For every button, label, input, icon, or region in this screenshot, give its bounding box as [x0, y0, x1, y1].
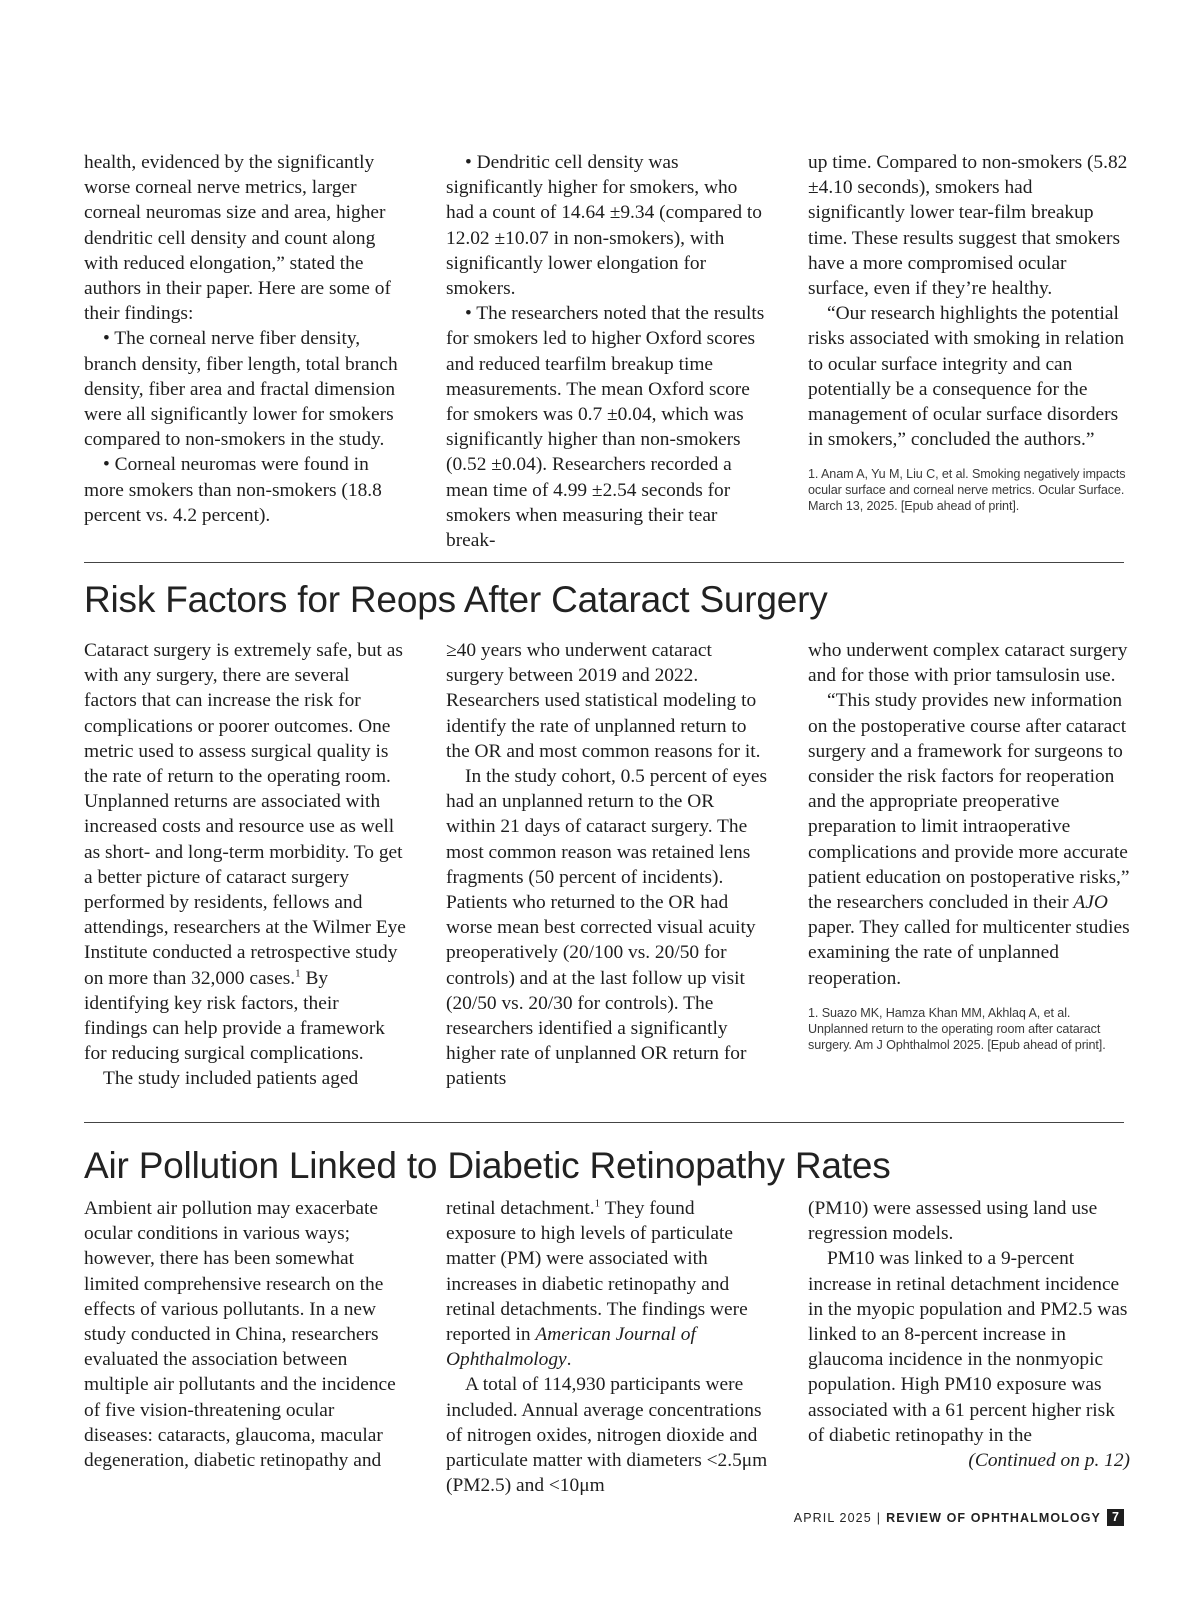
top-col1-paragraph: health, evidenced by the significantly worse corneal nerve metrics, larger corneal neuromas size and area, higher dendritic cell density and count along with reduced elongation,” stated the authors in their paper. Here are some of their findings: — [84, 152, 391, 325]
top-col3-quote: “Our research highlights the potential risks associated with smoking in relation to ocular surface integrity and can potentially be a consequence for the management of ocular surface disorders in smokers,” concluded the authors.” — [808, 303, 1125, 451]
continued-on-link[interactable]: (Continued on p. 12) — [968, 1450, 1130, 1472]
cataract-col3-paragraph-1: who underwent complex cataract surgery and for those with prior tamsulosin use. — [808, 640, 1128, 687]
top-col2-bullet-dendritic: • Dendritic cell density was significantly higher for smokers, who had a count of 14.64 ±9.34 (compared to 12.02 ±10.07 in non-smokers), with significantly lower elongation for smokers. — [446, 152, 762, 300]
cataract-footnote: 1. Suazo MK, Hamza Khan MM, Akhlaq A, et al. Unplanned return to the operating room after cataract surgery. Am J Ophthalmol 2025. [Epub ahead of print]. — [808, 1005, 1106, 1052]
cataract-col2-paragraph-1: ≥40 years who underwent cataract surgery between 2019 and 2022. Researchers used statistical modeling to identify the rate of unplanned return to the OR and most common reasons for it. — [446, 640, 761, 762]
pollution-headline: Air Pollution Linked to Diabetic Retinopathy Rates — [84, 1145, 891, 1186]
cataract-column-2 — [446, 638, 768, 1092]
section-divider-1 — [84, 562, 1124, 563]
page-number-badge: 7 — [1107, 1509, 1124, 1526]
cataract-col1-paragraph-1: Cataract surgery is extremely safe, but as with any surgery, there are several factors that can increase the risk for complications or poorer outcomes. One metric used to assess surgical quality is the rate of return to the operating room. Unplanned returns are associated with increased costs and resource use as well as short- and long-term morbidity. To get a better picture of cataract surgery performed by residents, fellows and attendings, researchers at the Wilmer Eye Institute conducted a retrospective study on more than 32,000 cases.$^1$ By identifying key risk factors, their findings can help provide a framework for reducing surgical complications. — [84, 640, 406, 1065]
cataract-headline: Risk Factors for Reops After Cataract Surgery — [84, 579, 828, 620]
cataract-col1-paragraph-2: The study included patients aged — [103, 1068, 359, 1090]
top-footnote: 1. Anam A, Yu M, Liu C, et al. Smoking negatively impacts ocular surface and corneal nerve metrics. Ocular Surface. March 13, 2025. [Epub ahead of print]. — [808, 467, 1126, 514]
top-column-1 — [84, 150, 406, 528]
footer-issue-date: APRIL 2025 — [793, 1510, 872, 1525]
top-col1-bullet-nerve: • The corneal nerve fiber density, branch density, fiber length, total branch density, fiber area and fractal dimension were all significantly lower for smokers compared to non-smokers in the study. — [84, 328, 398, 451]
pollution-col2-paragraph-2: A total of 114,930 participants were included. Annual average concentrations of nitrogen oxides, nitrogen dioxide and particulate matter with diameters <2.5μm (PM2.5) and <10μm — [446, 1374, 768, 1497]
top-col2-bullet-oxford: • The researchers noted that the results for smokers led to higher Oxford scores and reduced tearfilm breakup time measurements. The mean Oxford score for smokers was 0.7 ±0.04, which was significantly higher than non-smokers (0.52 ±0.04). Researchers recorded a mean time of 4.99 ±2.54 seconds for smokers when measuring their tear break- — [446, 303, 765, 552]
section-divider-2 — [84, 1122, 1124, 1123]
pollution-col3-paragraph-1: (PM10) were assessed using land use regression models. — [808, 1198, 1098, 1245]
cataract-col2-paragraph-2: In the study cohort, 0.5 percent of eyes had an unplanned return to the OR within 21 days of cataract surgery. The most common reason was retained lens fragments (50 percent of incidents). Patients who returned to the OR had worse mean best corrected visual acuity preoperatively (20/100 vs. 20/50 for controls) and at the last follow up visit (20/50 vs. 20/30 for controls). The researchers identified a significantly higher rate of unplanned OR return for patients — [446, 766, 768, 1090]
pollution-column-1 — [84, 1196, 406, 1473]
pollution-column-3 — [808, 1196, 1130, 1473]
page-footer — [794, 1509, 1124, 1526]
top-column-3 — [808, 150, 1130, 514]
pollution-col1-paragraph-1: Ambient air pollution may exacerbate ocular conditions in various ways; however, there has been somewhat limited comprehensive research on the effects of various pollutants. In a new study conducted in China, researchers evaluated the association between multiple air pollutants and the incidence of five vision-threatening ocular diseases: cataracts, glaucoma, macular degeneration, diabetic retinopathy and — [84, 1198, 396, 1472]
footer-publication-name: REVIEW OF OPHTHALMOLOGY — [886, 1510, 1101, 1525]
pollution-col3-paragraph-2: PM10 was linked to a 9-percent increase in retinal detachment incidence in the myopic population and PM2.5 was linked to an 8-percent increase in glaucoma incidence in the nonmyopic population. High PM10 exposure was associated with a 61 percent higher risk of diabetic retinopathy in the — [808, 1248, 1128, 1446]
top-col3-paragraph: up time. Compared to non-smokers (5.82 ±4.10 seconds), smokers had significantly lower tear-film breakup time. These results suggest that smokers have a more compromised ocular surface, even if they’re healthy. — [808, 152, 1128, 300]
cataract-col3-paragraph-2: “This study provides new information on the postoperative course after cataract surgery and a framework for surgeons to consider the risk factors for reoperation and the appropriate preoperative preparation to limit intraoperative complications and provide more accurate patient education on postoperative risks,” the researchers concluded in their AJO paper. They called for multicenter studies examining the rate of unplanned reoperation. — [808, 690, 1130, 989]
cataract-column-3 — [808, 638, 1130, 1053]
top-column-2 — [446, 150, 768, 553]
footer-separator: | — [876, 1510, 882, 1525]
cataract-column-1 — [84, 638, 406, 1092]
pollution-col2-paragraph-1: retinal detachment.$^1$ They found exposure to high levels of particulate matter (PM) were associated with increases in diabetic retinopathy and retinal detachments. The findings were reported in American Journal of Ophthalmology. — [446, 1197, 748, 1371]
top-col1-bullet-neuromas: • Corneal neuromas were found in more smokers than non-smokers (18.8 percent vs. 4.2 percent). — [84, 454, 382, 526]
pollution-column-2 — [446, 1196, 768, 1498]
